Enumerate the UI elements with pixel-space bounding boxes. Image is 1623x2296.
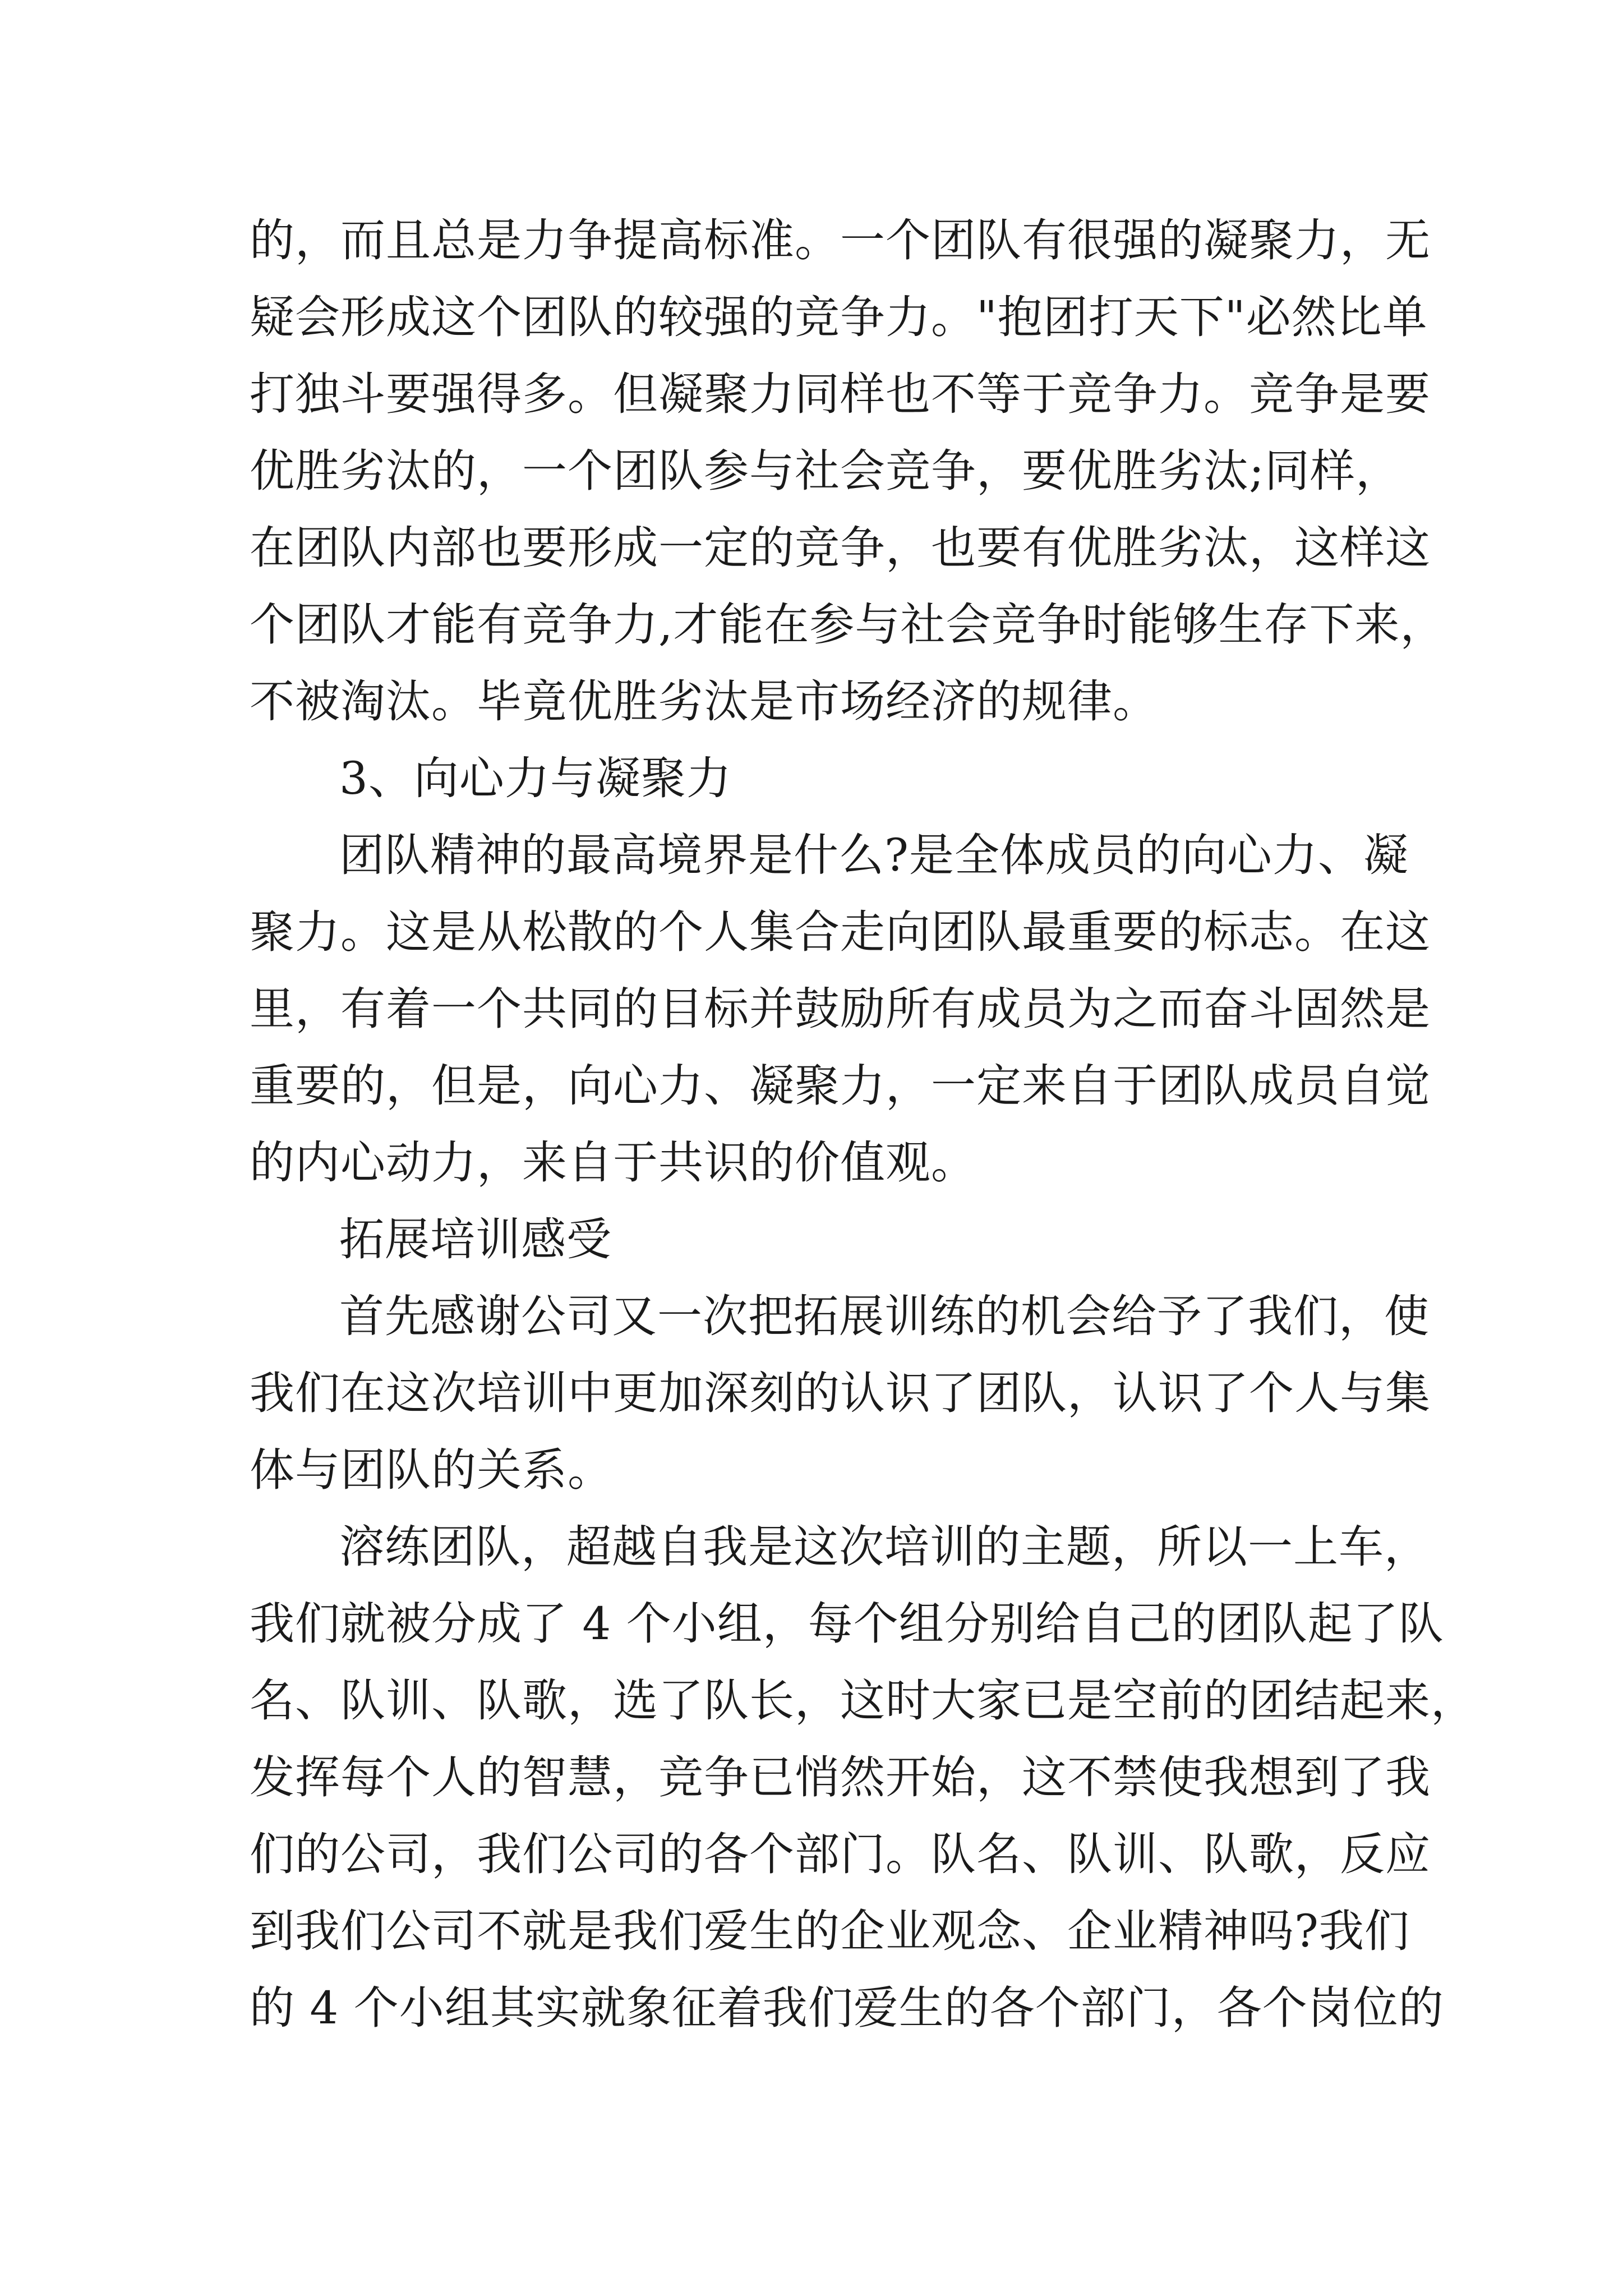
text-line: 们的公司，我们公司的各个部门。队名、队训、队歌，反应 bbox=[250, 1828, 1431, 1880]
text-line: 里，有着一个共同的目标并鼓励所有成员为之而奋斗固然是 bbox=[250, 983, 1431, 1035]
paragraph-first-line: 团队精神的最高境界是什么?是全体成员的向心力、凝 bbox=[339, 829, 1409, 881]
paragraph-first-line: 溶练团队，超越自我是这次培训的主题，所以一上车， bbox=[339, 1521, 1430, 1573]
text-line: 优胜劣汰的，一个团队参与社会竞争，要优胜劣汰;同样， bbox=[250, 445, 1401, 497]
text-line: 不被淘汰。毕竟优胜劣汰是市场经济的规律。 bbox=[250, 675, 1158, 728]
text-line: 疑会形成这个团队的较强的竞争力。"抱团打天下"必然比单 bbox=[250, 291, 1428, 343]
text-line: 重要的，但是，向心力、凝聚力，一定来自于团队成员自觉 bbox=[250, 1060, 1431, 1112]
text-line: 的内心动力，来自于共识的价值观。 bbox=[250, 1137, 976, 1189]
document-body bbox=[250, 202, 1476, 2046]
section-heading: 3、向心力与凝聚力 bbox=[339, 752, 732, 804]
text-line: 聚力。这是从松散的个人集合走向团队最重要的标志。在这 bbox=[250, 906, 1431, 958]
text-line: 名、队训、队歌，选了队长，这时大家已是空前的团结起来， bbox=[250, 1674, 1476, 1727]
text-line: 在团队内部也要形成一定的竞争，也要有优胜劣汰，这样这 bbox=[250, 522, 1431, 574]
text-line: 我们就被分成了 4 个小组，每个组分别给自己的团队起了队 bbox=[250, 1598, 1444, 1650]
text-line: 的 4 个小组其实就象征着我们爱生的各个部门，各个岗位的 bbox=[250, 1982, 1444, 2034]
text-line: 发挥每个人的智慧，竞争已悄然开始，这不禁使我想到了我 bbox=[250, 1751, 1431, 1803]
text-line: 体与团队的关系。 bbox=[250, 1444, 613, 1496]
section-heading: 拓展培训感受 bbox=[339, 1213, 612, 1266]
text-line: 我们在这次培训中更加深刻的认识了团队，认识了个人与集 bbox=[250, 1367, 1431, 1419]
text-line: 打独斗要强得多。但凝聚力同样也不等于竞争力。竞争是要 bbox=[250, 368, 1431, 420]
text-line: 到我们公司不就是我们爱生的企业观念、企业精神吗?我们 bbox=[250, 1905, 1410, 1957]
text-line: 的，而且总是力争提高标准。一个团队有很强的凝聚力，无 bbox=[250, 214, 1431, 266]
paragraph-first-line: 首先感谢公司又一次把拓展训练的机会给予了我们，使 bbox=[339, 1290, 1430, 1342]
text-line: 个团队才能有竞争力,才能在参与社会竞争时能够生存下来， bbox=[250, 599, 1446, 651]
